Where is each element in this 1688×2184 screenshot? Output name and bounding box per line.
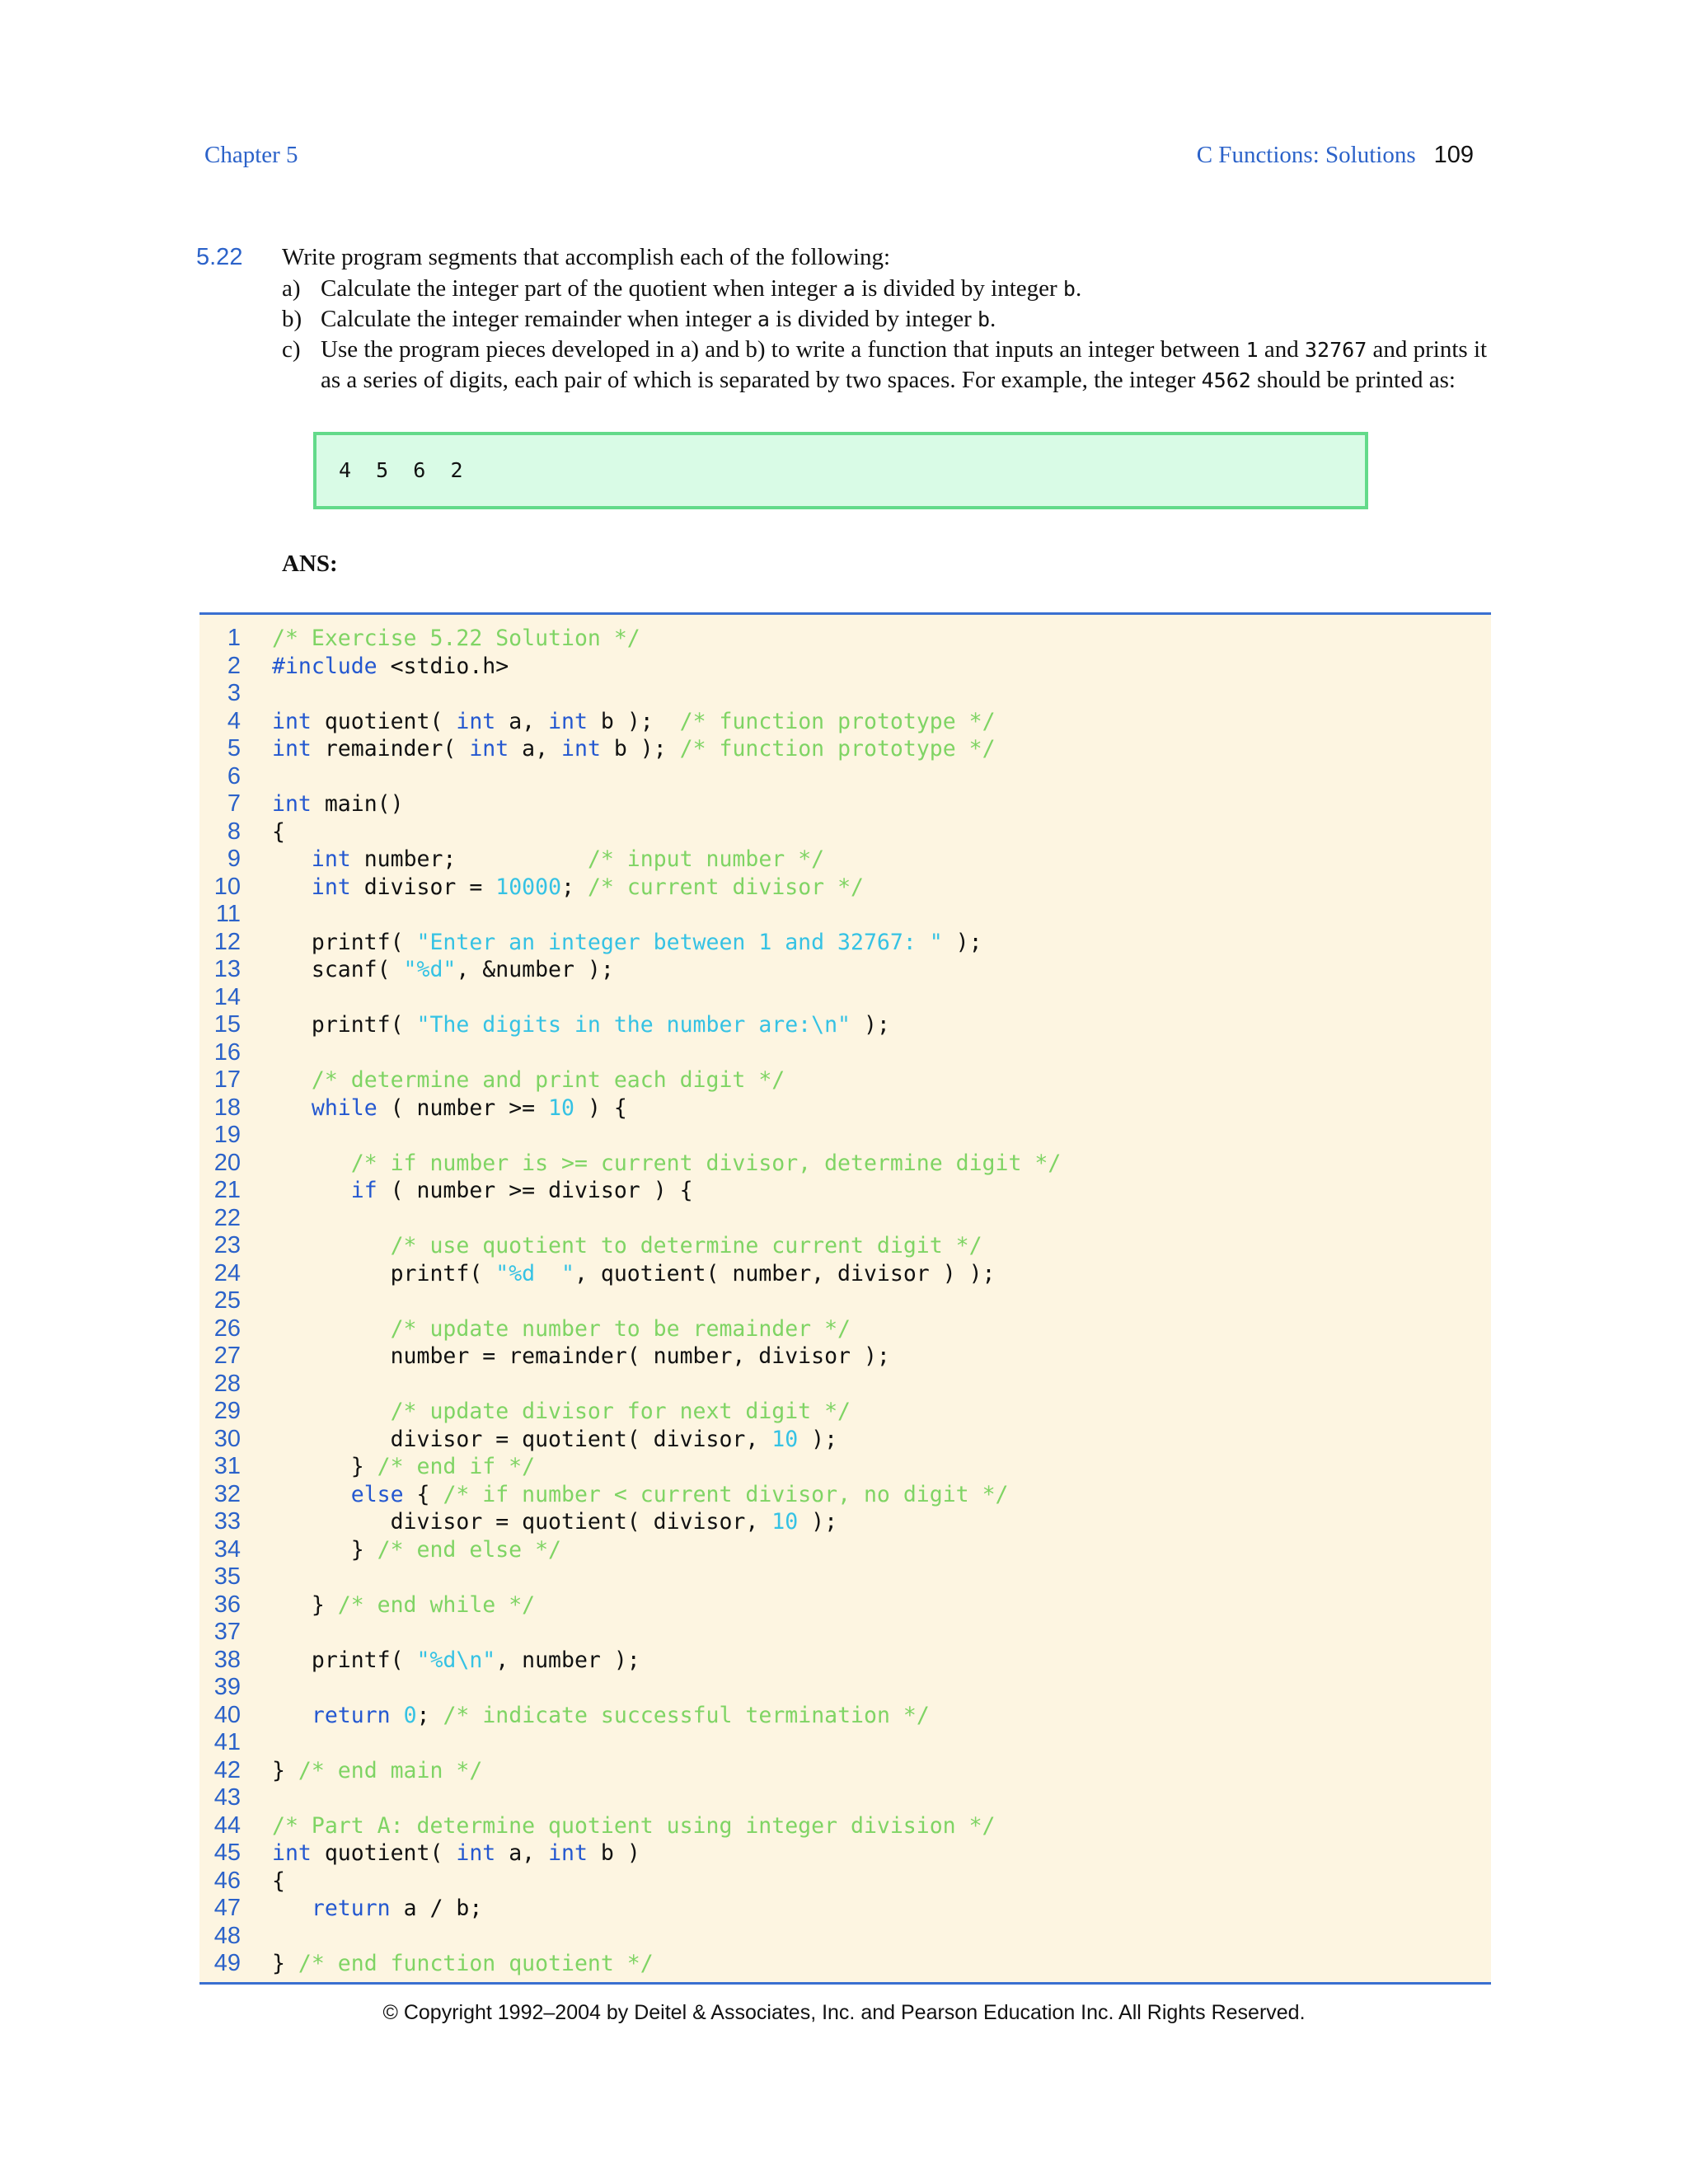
line-number: 41 — [213, 1729, 241, 1755]
exercise-parts — [282, 274, 1493, 396]
code-listing — [199, 612, 1491, 1985]
code-text-line — [272, 1481, 1008, 1509]
exercise-part — [282, 274, 1493, 304]
code-keyword: int — [272, 1840, 312, 1866]
code-text-line — [272, 1508, 837, 1536]
code-text: main() — [311, 791, 404, 817]
code-text: ( number >= divisor ) { — [377, 1178, 693, 1203]
line-number: 12 — [213, 928, 241, 955]
code-comment: /* current divisor */ — [587, 874, 864, 900]
line-number: 47 — [213, 1895, 241, 1921]
line-number: 29 — [213, 1398, 241, 1424]
code-text: ; — [561, 874, 588, 900]
code-keyword: int — [272, 791, 312, 817]
code-keyword: int — [311, 846, 351, 872]
code-text: ( number >= — [377, 1094, 549, 1121]
code-text-line — [272, 1150, 1061, 1178]
code-preprocessor: #include — [272, 653, 377, 679]
code-text — [272, 1095, 312, 1121]
code-comment: /* function prototype */ — [679, 736, 996, 762]
code-text: scanf( — [272, 957, 404, 982]
line-number: 30 — [213, 1425, 241, 1452]
code-text — [272, 1482, 351, 1507]
part-text: is divided by integer — [855, 275, 1063, 302]
code-text-line — [272, 1702, 930, 1730]
part-text: is divided by integer — [769, 306, 978, 332]
line-number: 39 — [213, 1674, 241, 1700]
code-text — [272, 846, 312, 872]
code-text — [272, 1703, 312, 1728]
code-number: 10 — [771, 1509, 799, 1535]
code-string: "%d " — [495, 1260, 574, 1286]
code-comment: /* input number */ — [587, 846, 825, 872]
code-comment: /* Part A: determine quotient using integer division */ — [272, 1812, 996, 1839]
copyright-footer: © Copyright 1992–2004 by Deitel & Associates, Inc. and Pearson Education Inc. All Rights Reserved. — [382, 2001, 1306, 2024]
code-number: 10 — [771, 1426, 799, 1452]
line-number: 20 — [213, 1149, 241, 1176]
code-text-line — [272, 956, 614, 984]
line-number: 3 — [227, 680, 241, 706]
code-text-line — [272, 1343, 890, 1371]
line-number: 33 — [213, 1508, 241, 1535]
code-text: } — [272, 1536, 377, 1563]
code-number: 10000 — [495, 874, 562, 900]
code-text-line — [272, 1950, 654, 1978]
part-text: and prints it as a series of digits, each pair of which is separated by two spaces. For example, the integer — [321, 336, 1488, 393]
code-keyword: int — [548, 1840, 588, 1866]
line-number: 42 — [213, 1756, 241, 1783]
line-number: 38 — [213, 1646, 241, 1673]
code-text: } — [272, 1757, 298, 1783]
code-text: { — [403, 1481, 443, 1507]
code-keyword: int — [311, 874, 351, 900]
code-string: "Enter an integer between 1 and 32767: " — [416, 929, 943, 955]
line-number: 16 — [213, 1038, 241, 1066]
code-number: 0 — [403, 1702, 417, 1728]
code-text: } — [272, 1454, 377, 1479]
line-number: 49 — [213, 1950, 241, 1976]
code-text-line — [272, 874, 864, 902]
code-text: printf( — [272, 1260, 496, 1286]
line-number: 35 — [213, 1563, 241, 1590]
line-number: 32 — [213, 1480, 241, 1507]
code-text — [272, 1316, 391, 1342]
line-number: 27 — [213, 1343, 241, 1369]
exercise-part — [282, 304, 1493, 335]
line-number: 19 — [213, 1122, 241, 1148]
code-text-line — [272, 1536, 561, 1564]
code-text: number = remainder( number, divisor ); — [272, 1343, 890, 1369]
code-keyword: int — [456, 708, 496, 734]
code-text-line — [272, 1647, 640, 1675]
exercise-number: 5.22 — [196, 244, 243, 270]
code-keyword: int — [272, 736, 312, 762]
exercise-part — [282, 335, 1493, 396]
line-number: 8 — [227, 818, 241, 845]
code-text-line — [272, 790, 404, 818]
code-string: "%d\n" — [416, 1647, 496, 1673]
code-text-line — [272, 1066, 785, 1094]
line-number: 7 — [227, 790, 241, 817]
line-number: 24 — [213, 1259, 241, 1286]
code-comment: /* if number < current divisor, no digit */ — [443, 1481, 1009, 1507]
code-text — [272, 1178, 351, 1203]
code-string: "The digits in the number are:\n" — [416, 1012, 851, 1038]
code-text: { — [272, 818, 285, 845]
line-number: 43 — [213, 1784, 241, 1811]
code-text-line — [272, 1868, 285, 1896]
line-number: 46 — [213, 1867, 241, 1894]
line-number: 17 — [213, 1066, 241, 1093]
code-text-line — [272, 708, 996, 736]
code-keyword: return — [311, 1896, 391, 1921]
code-text-line — [272, 1232, 982, 1260]
code-text: ); — [798, 1509, 838, 1535]
line-number: 6 — [227, 762, 241, 790]
inline-code: 1 — [1245, 338, 1259, 362]
code-text-line — [272, 735, 996, 763]
code-comment: /* end while */ — [337, 1591, 536, 1618]
line-number: 10 — [213, 873, 241, 900]
running-header-chapter: Chapter 5 — [204, 142, 298, 168]
code-text: divisor = quotient( divisor, — [272, 1509, 772, 1535]
code-text-line — [272, 1426, 837, 1454]
part-text: should be printed as: — [1250, 367, 1456, 393]
inline-code: b — [977, 307, 991, 331]
code-text-line — [272, 1840, 640, 1868]
part-text: Use the program pieces developed in a) and b) to write a function that inputs an integer between — [321, 336, 1246, 363]
code-keyword: while — [311, 1094, 377, 1121]
code-keyword: else — [350, 1481, 404, 1507]
code-comment: /* end if */ — [377, 1454, 536, 1479]
code-text: ); — [851, 1012, 890, 1038]
code-keyword: int — [456, 1840, 496, 1866]
line-number: 26 — [213, 1315, 241, 1342]
code-text — [272, 1399, 391, 1424]
code-text: divisor = quotient( divisor, — [272, 1426, 772, 1452]
line-number: 37 — [213, 1619, 241, 1645]
line-number: 44 — [213, 1811, 241, 1839]
running-header-title — [1197, 142, 1474, 169]
code-text: printf( — [272, 1647, 417, 1673]
code-comment: /* indicate successful termination */ — [443, 1702, 930, 1728]
inline-code: b — [1062, 277, 1076, 301]
code-text: number; — [350, 846, 588, 872]
line-number: 36 — [213, 1591, 241, 1618]
code-text: remainder( — [311, 736, 470, 762]
line-number: 2 — [227, 652, 241, 679]
code-text: divisor = — [350, 874, 496, 900]
code-text: ; — [416, 1702, 443, 1728]
code-keyword: return — [311, 1702, 391, 1728]
part-text: Calculate the integer part of the quotient when integer — [321, 275, 843, 302]
answer-label: ANS: — [282, 551, 338, 577]
code-string: "%d" — [403, 957, 457, 982]
part-label: a) — [282, 275, 301, 302]
line-number: 13 — [213, 956, 241, 982]
line-number: 45 — [213, 1840, 241, 1866]
part-text: Calculate the integer remainder when integer — [321, 306, 757, 332]
code-text: , &number ); — [456, 957, 614, 982]
code-text: printf( — [272, 1012, 417, 1038]
part-text: and — [1258, 336, 1305, 363]
line-number: 15 — [213, 1011, 241, 1038]
inline-code: a — [842, 277, 856, 301]
code-comment: /* end main */ — [298, 1757, 483, 1783]
chapter-title: C Functions: Solutions — [1196, 142, 1416, 168]
line-number: 28 — [213, 1370, 241, 1397]
code-text-line — [272, 846, 824, 874]
code-text: quotient( — [311, 1840, 457, 1866]
part-label: c) — [282, 336, 301, 363]
code-text — [272, 1067, 312, 1093]
code-text-line — [272, 818, 285, 846]
inline-code: 4562 — [1201, 368, 1251, 392]
code-comment: /* Exercise 5.22 Solution */ — [272, 626, 640, 651]
code-text: a, — [495, 708, 549, 734]
code-text-line — [272, 1177, 693, 1205]
code-text: a / b; — [390, 1896, 483, 1921]
inline-code: a — [757, 307, 770, 331]
code-text-line — [272, 1011, 890, 1039]
code-text: ); — [798, 1426, 838, 1452]
code-text-line — [272, 1260, 996, 1288]
page-number: 109 — [1433, 142, 1474, 168]
code-text: b ) — [587, 1840, 640, 1866]
code-text — [272, 1896, 312, 1921]
code-text-line — [272, 1453, 535, 1481]
code-text: , quotient( number, divisor ) ); — [574, 1260, 996, 1286]
code-text: a, — [509, 736, 562, 762]
code-text-line — [272, 1315, 851, 1343]
part-text: . — [1075, 275, 1082, 302]
code-text-line — [272, 1812, 996, 1840]
line-number: 14 — [213, 983, 241, 1010]
code-text-line — [272, 653, 509, 681]
exercise-intro: Write program segments that accomplish each of the following: — [282, 244, 891, 270]
line-number: 25 — [213, 1287, 241, 1314]
code-comment: /* function prototype */ — [679, 708, 996, 734]
code-text: ); — [942, 929, 982, 955]
code-text-line — [272, 1094, 627, 1122]
output-example-text: 4 5 6 2 — [339, 458, 463, 482]
part-label: b) — [282, 306, 302, 332]
code-comment: /* determine and print each digit */ — [311, 1067, 785, 1093]
code-text: { — [272, 1868, 285, 1894]
code-comment: /* end else */ — [377, 1536, 562, 1563]
line-number: 9 — [227, 846, 241, 872]
code-keyword: if — [350, 1178, 377, 1203]
code-keyword: int — [561, 736, 601, 762]
code-text: quotient( — [311, 708, 457, 734]
code-text: a, — [495, 1840, 549, 1866]
line-number: 31 — [213, 1453, 241, 1479]
code-text-line — [272, 1591, 535, 1619]
line-number: 5 — [227, 735, 241, 762]
line-number: 40 — [213, 1701, 241, 1728]
code-comment: /* update number to be remainder */ — [390, 1315, 851, 1342]
line-number: 22 — [213, 1204, 241, 1231]
code-text — [391, 1703, 404, 1728]
code-comment: /* if number is >= current divisor, determine digit */ — [350, 1150, 1062, 1176]
code-comment: /* use quotient to determine current digit */ — [390, 1233, 982, 1258]
output-example-box — [313, 432, 1368, 509]
code-text: printf( — [272, 929, 417, 955]
code-text: , number ); — [495, 1647, 640, 1673]
code-comment: /* end function quotient */ — [298, 1951, 654, 1976]
code-text: b ); — [587, 708, 680, 734]
line-number: 21 — [213, 1177, 241, 1203]
code-text-line — [272, 1895, 482, 1923]
code-text-line — [272, 1398, 851, 1426]
code-text-line — [272, 929, 982, 957]
line-number: 23 — [213, 1232, 241, 1258]
code-text — [272, 1151, 351, 1176]
code-number: 10 — [548, 1094, 574, 1121]
code-text: } — [272, 1951, 298, 1976]
line-number: 18 — [213, 1094, 241, 1121]
code-text — [272, 1233, 391, 1258]
code-keyword: int — [548, 708, 588, 734]
code-text-line — [272, 625, 640, 653]
line-number: 11 — [215, 901, 241, 927]
code-text: ) { — [574, 1094, 627, 1121]
code-keyword: int — [469, 736, 509, 762]
code-comment: /* update divisor for next digit */ — [390, 1399, 851, 1424]
line-number: 1 — [227, 625, 241, 651]
code-text — [272, 874, 312, 900]
line-number: 48 — [213, 1922, 241, 1949]
code-text: <stdio.h> — [377, 653, 509, 679]
line-number: 34 — [213, 1535, 241, 1563]
code-text: b ); — [600, 736, 680, 762]
code-text: } — [272, 1591, 338, 1618]
inline-code: 32767 — [1305, 338, 1367, 362]
code-keyword: int — [272, 708, 312, 734]
part-text: . — [990, 306, 996, 332]
code-text-line — [272, 1757, 482, 1785]
line-number: 4 — [227, 707, 241, 734]
